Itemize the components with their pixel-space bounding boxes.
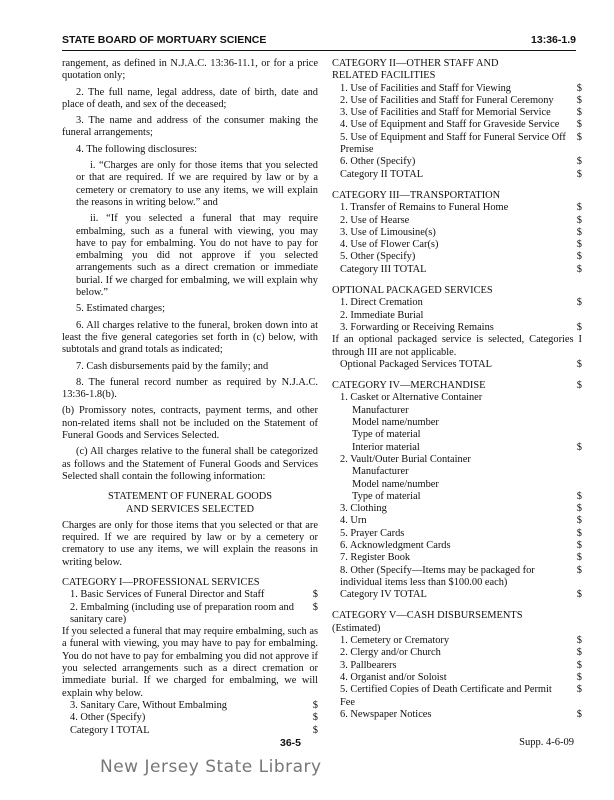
para-7: 7. Cash disbursements paid by the family; and — [76, 360, 269, 372]
sub-line: Model name/number — [352, 417, 439, 429]
para-8: 8. The funeral record number as required by N.J.A.C. 13:36-1.8(b). — [62, 376, 318, 401]
left-column — [62, 58, 318, 737]
line-item: 1. Direct Cremation $ — [340, 297, 582, 309]
line-item: 1. Use of Facilities and Staff for Viewing $ — [340, 82, 582, 94]
header-section: 13:36-1.9 — [531, 34, 576, 46]
page-number: 36-5 — [280, 737, 302, 749]
para-b: (b) Promissory notes, contracts, payment terms, and other non-related items shall not be included on the Statement of Funeral Goods and Services Selected. — [62, 405, 318, 442]
line-item: 2. Use of Hearse $ — [340, 214, 582, 226]
line-item: 4. Use of Flower Car(s) $ — [340, 239, 582, 251]
line-item: 5. Certified Copies of Death Certificate and Permit Fee $ — [340, 684, 582, 708]
library-watermark: New Jersey State Library — [100, 757, 322, 777]
category-5-heading: CATEGORY V—CASH DISBURSEMENTS — [332, 610, 523, 622]
disclosure-i: i. “Charges are only for those items that you selected or that are required. If we are required by law or by a cemetery or crematory to use any items, we will explain the reasons in writing below.” and — [76, 160, 318, 208]
sub-line: Type of material — [352, 429, 421, 441]
category-2-heading-cont: RELATED FACILITIES — [332, 70, 436, 82]
category-total: Category III TOTAL $ — [340, 263, 582, 275]
line-item: 2. Embalming (including use of preparation room and sanitary care) $ — [70, 601, 318, 625]
category-4-heading: CATEGORY IV—MERCHANDISE $ — [332, 380, 582, 392]
statement-title-2: AND SERVICES SELECTED — [126, 503, 254, 515]
right-column — [332, 58, 582, 721]
line-item: 4. Urn $ — [340, 515, 582, 527]
line-item: 3. Clothing $ — [340, 503, 582, 515]
line-item: 4. Other (Specify) $ — [70, 712, 318, 724]
sub-line: Manufacturer — [352, 466, 409, 478]
line-item: 5. Other (Specify) $ — [340, 251, 582, 263]
sub-line: Manufacturer — [352, 404, 409, 416]
line-item: 7. Register Book $ — [340, 552, 582, 564]
line-item: 3. Forwarding or Receiving Remains $ — [340, 321, 582, 333]
optional-note: If an optional packaged service is selected, Categories I through III are not applicable. — [332, 334, 582, 358]
category-total: Optional Packaged Services TOTAL $ — [340, 358, 582, 370]
line-item: 2. Clergy and/or Church $ — [340, 647, 582, 659]
line-item: 1. Cemetery or Crematory $ — [340, 635, 582, 647]
para-continuation: rangement, as defined in N.J.A.C. 13:36-11.1, or for a price quotation only; — [62, 58, 318, 82]
para-c: (c) All charges relative to the funeral shall be categorized as follows and the Statement of Funeral Goods and Services Selected shall contain the following information: — [62, 446, 318, 482]
charges-note: Charges are only for those items that you selected or that are required. If we are required by law or by a cemetery or crematory to use any items, we will explain the reasons in writing below. — [62, 519, 318, 568]
embalming-note: If you selected a funeral that may require embalming, such as a funeral with viewing, you may have to pay for embalming. You do not have to pay for embalming you did not approve if you selected arrangements such as a direct cremation or immediate burial. If we charged for embalming, we will explain why below. — [62, 626, 318, 699]
running-header — [62, 34, 576, 50]
line-item: 6. Other (Specify) $ — [340, 156, 582, 168]
sub-line: Model name/number — [352, 478, 439, 490]
line-item: 5. Use of Equipment and Staff for Funeral Service Off Premise $ — [340, 131, 582, 156]
line-item: 2. Immediate Burial — [340, 309, 424, 321]
para-6: 6. All charges relative to the funeral, broken down into at least the five general categories set forth in (c) below, with subtotals and grand totals as indicated; — [62, 319, 318, 356]
line-item: 2. Vault/Outer Burial Container — [340, 453, 471, 465]
line-item: 4. Organist and/or Soloist $ — [340, 671, 582, 683]
category-3-heading: CATEGORY III—TRANSPORTATION — [332, 189, 501, 201]
line-item: 6. Newspaper Notices $ — [340, 708, 582, 720]
line-item: 1. Casket or Alternative Container — [340, 392, 483, 404]
supplement-date: Supp. 4-6-09 — [519, 737, 574, 748]
category-2-heading: CATEGORY II—OTHER STAFF AND — [332, 58, 499, 69]
category-total: Category I TOTAL $ — [70, 724, 318, 736]
sub-line: Type of material $ — [352, 490, 582, 502]
line-item: 1. Basic Services of Funeral Director and Staff $ — [70, 589, 318, 601]
line-item: 3. Use of Limousine(s) $ — [340, 226, 582, 238]
category-5-subheading: (Estimated) — [332, 622, 381, 634]
disclosure-ii: ii. “If you selected a funeral that may require embalming, such as a funeral with viewing, you may have to pay for embalming. You do not have to pay for embalming you did not approve if you selected arrangements such as a direct cremation or immediate burial. If we charged for embalming, we will explain why below.” — [76, 213, 318, 299]
line-item: 8. Other (Specify—Items may be packaged for individual items less than $100.00 each) $ — [340, 564, 582, 588]
category-total: Category II TOTAL $ — [340, 168, 582, 180]
statement-title-1: STATEMENT OF FUNERAL GOODS — [108, 491, 272, 503]
line-item: 6. Acknowledgment Cards $ — [340, 539, 582, 551]
line-item: 4. Use of Equipment and Staff for Graveside Service $ — [340, 119, 582, 131]
sub-line: Interior material $ — [352, 441, 582, 453]
line-item: 3. Pallbearers $ — [340, 659, 582, 671]
category-total: Category IV TOTAL $ — [340, 589, 582, 601]
category-1-heading: CATEGORY I—PROFESSIONAL SERVICES — [62, 576, 260, 588]
para-5: 5. Estimated charges; — [76, 303, 165, 315]
para-3: 3. The name and address of the consumer making the funeral arrangements; — [62, 115, 318, 139]
header-title: STATE BOARD OF MORTUARY SCIENCE — [62, 34, 267, 46]
line-item: 3. Sanitary Care, Without Embalming $ — [70, 699, 318, 711]
header-rule — [62, 50, 576, 51]
optional-services-heading: OPTIONAL PACKAGED SERVICES — [332, 285, 493, 297]
line-item: 1. Transfer of Remains to Funeral Home $ — [340, 202, 582, 214]
line-item: 3. Use of Facilities and Staff for Memorial Service $ — [340, 107, 582, 119]
line-item: 5. Prayer Cards $ — [340, 527, 582, 539]
para-4: 4. The following disclosures: — [76, 143, 198, 155]
para-2: 2. The full name, legal address, date of birth, date and place of death, and sex of the deceased; — [62, 86, 318, 110]
line-item: 2. Use of Facilities and Staff for Funeral Ceremony $ — [340, 94, 582, 106]
